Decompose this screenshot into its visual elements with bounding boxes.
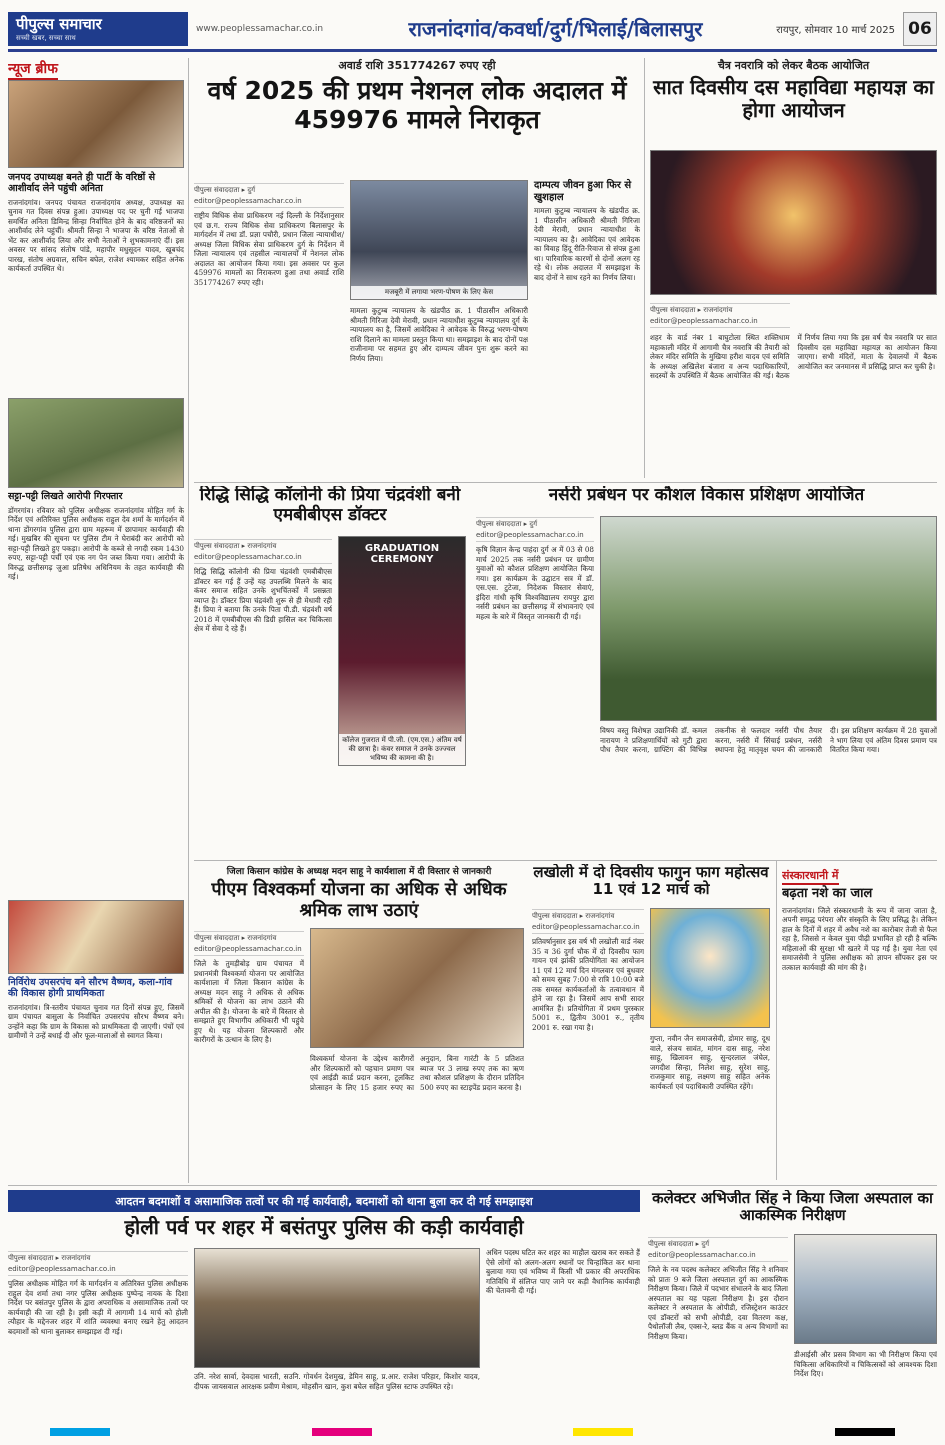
nursery-headline[interactable]: नर्सरी प्रबंधन पर कौशल विकास प्रशिक्षण आयोजित [548, 486, 865, 505]
vishwakarma-kicker: जिला किसान कांग्रेस के अध्यक्ष मदन साहू ने कार्यशाला में दी विस्तार से जानकारी [226, 867, 492, 877]
marriage-body: मामला कुटुम्ब न्यायालय के खंडपीठ क्र. 1 पीठासीन अधिकारी श्रीमती गिरिजा देवी मेरावी, प्रधान न्यायाधीश के न्यायालय का है। आवेदिका एवं आवेदक का विवाह हिंदू रीति-रिवाज से संपन्न हुआ था। पारिवारिक कारणों से दोनों अलग रह रहे थे। लोक अदालत में समझाइश के बाद दोनों ने साथ रहने का निर्णय लिया। [534, 206, 640, 282]
edition-cities: राजनांदगांव/कवर्धा/दुर्ग/भिलाई/बिलासपुर [408, 17, 703, 41]
lok-adalat-headline[interactable]: वर्ष 2025 की प्रथम नेशनल लोक अदालत में 459976 मामले निराकृत [207, 76, 627, 134]
brand-logo[interactable] [8, 12, 188, 46]
column-divider [644, 58, 645, 478]
navratri-kicker: चैत्र नवरात्रि को लेकर बैठक आयोजित [717, 59, 870, 72]
nursery-byline [476, 517, 594, 542]
brief-body-3: राजनांदगांव। त्रि-स्तरीय पंचायत चुनाव गत दिनों संपन्न हुए, जिसमें ग्राम पंचायत बासुला के निर्वाचित उपसरपंच सौरभ वैष्णव बने। उन्होंने कहा कि ग्राम के विकास को प्राथमिकता दी जाएगी। पंचों एवं ग्रामीणों ने उन्हें बधाई दी और फूल-मालाओं से स्वागत किया। [8, 1002, 184, 1041]
byline-email[interactable]: editor@peoplessamachar.co.in [194, 944, 302, 953]
collector-byline [648, 1237, 788, 1262]
brief-photo-1 [8, 80, 184, 168]
collector-headline[interactable]: कलेक्टर अभिजीत सिंह ने किया जिला अस्पताल का आकस्मिक निरीक्षण [652, 1190, 933, 1225]
page-number: 06 [903, 12, 937, 46]
priya-photo [338, 536, 466, 766]
collector-photo-caption: डीआईसी और प्रसव विभाग का भी निरीक्षण किया एवं चिकित्सा अधिकारियों व चिकित्सकों को आवश्यक दिशा निर्देश दिए। [794, 1350, 937, 1378]
byline-email[interactable]: editor@peoplessamachar.co.in [476, 530, 584, 539]
nursery-photo [600, 516, 937, 721]
section-divider [8, 1185, 937, 1186]
holi-banner: आदतन बदमाशों व असामाजिक तत्वों पर की गई कार्यवाही, बदमाशों को थाना बुला कर दी गई समझाइश [8, 1190, 640, 1212]
brief-photo-2 [8, 398, 184, 488]
byline-reporter: पीपुल्स संवाददाता ▸ राजनांदगांव [650, 306, 733, 314]
lok-adalat-body: राष्ट्रीय विधिक सेवा प्राधिकरण नई दिल्ली के निर्देशानुसार एवं छ.ग. राज्य विधिक सेवा प्राधिकरण बिलासपुर के मार्गदर्शन में तथा डॉ. प्रज्ञा पचौरी, प्रधान जिला न्यायाधीश/अध्यक्ष जिला विधिक सेवा प्राधिकरण दुर्ग के निर्देशन में जिला न्यायालय एवं तहसील न्यायालयों में नेशनल लोक अदालत का आयोजन किया गया। इस अवसर पर कुल 459976 मामलों का निराकरण हुआ तथा अवार्ड राशि 351774267 रुपए रही। [194, 211, 344, 287]
nasha-headline[interactable]: बढ़ता नशे का जाल [782, 886, 873, 901]
brand-name: पीपुल्स समाचार [16, 15, 102, 33]
collector-body: जिले के नव पदस्थ कलेक्टर अभिजीत सिंह ने शनिवार को प्रातः 9 बजे जिला अस्पताल दुर्ग का आकस्मिक निरीक्षण किया। जिले में पदभार संभालने के बाद जिला अस्पताल का यह पहला निरीक्षण है। इस दौरान कलेक्टर ने अस्पताल के ओपीडी, रजिस्ट्रेशन काउंटर एवं डॉक्टरों को सभी ओपीडी, दवा वितरण कक्ष, पैथोलॉजी लैब, एक्स-रे, ब्लड बैंक व अन्य विभागों का निरीक्षण किया। [648, 1265, 788, 1341]
news-brief-tag: न्यूज ब्रीफ [8, 59, 58, 80]
holi-photo-caption: उनि. नरेश सार्वा, देवदास भारती, सउनि. गोवर्धन देशमुख, डेमिन साहू, प्र.आर. राजेश परिहार, किशोर यादव, दीपक जायसवाल आरक्षक प्रवीण मेश्राम, मोहसीन खान, कुश बघेल सहित पुलिस स्टाफ उपस्थित रहे। [194, 1372, 480, 1391]
byline-reporter: पीपुल्स संवाददाता ▸ राजनांदगांव [194, 542, 277, 550]
byline-email[interactable]: editor@peoplessamachar.co.in [650, 316, 758, 325]
lok-adalat-kicker: अवार्ड राशि 351774267 रुपए रही [338, 59, 496, 72]
lok-adalat-byline [194, 183, 344, 208]
black-mark [835, 1428, 895, 1436]
cyan-mark [50, 1428, 110, 1436]
section-divider [194, 860, 937, 861]
byline-reporter: पीपुल्स संवाददाता ▸ दुर्ग [476, 520, 538, 528]
byline-reporter: पीपुल्स संवाददाता ▸ राजनांदगांव [532, 912, 615, 920]
vishwakarma-body: जिले के तुमड़ीबोड़ ग्राम पंचायत में प्रधानमंत्री विश्वकर्मा योजना पर आयोजित कार्यशाला में जिला किसान कांग्रेस के अध्यक्ष मदन साहू ने अधिक से अधिक श्रमिकों से योजना का लाभ उठाने की अपील की है। योजना के बारे में विस्तार से समझाते हुए विभागीय अधिकारी भी पहुंचे हुए थे। यह योजना शिल्पकारों और कारीगरों के उत्थान के लिए है। [194, 959, 304, 1044]
lok-adalat-body-2: मामला कुटुम्ब न्यायालय के खंडपीठ क्र. 1 पीठासीन अधिकारी श्रीमती गिरिजा देवी मेरावी, प्रधान न्यायाधीश कुटुम्ब न्यायालय दुर्ग के न्यायालय का है, जिसमें आवेदिका ने आवेदक के विरुद्ध भरण-पोषण राशि दिलाने का मामला प्रस्तुत किया था। समझाइश के बाद दोनों पक्ष राजीनामा पर सहमत हुए और दाम्पत्य जीवन पुनः शुरू करने का निर्णय लिया। [350, 306, 528, 363]
byline-reporter: पीपुल्स संवाददाता ▸ दुर्ग [194, 186, 256, 194]
faag-body: प्रतिवर्षानुसार इस वर्ष भी लखोली वार्ड नंबर 35 व 36 दुर्गा चौक में दो दिवसीय फाग गायन एवं झांकी प्रतियोगिता का आयोजन 11 एवं 12 मार्च दिन मंगलवार एवं बुधवार को समय सुबह 7:00 से रात्रि 10:00 बजे तक समस्त कार्यकर्ताओं के तत्वावधान में होने जा रहा है। जिसमें आप सभी सादर आमंत्रित हैं। प्रतियोगिता में प्रथम पुरस्कार 5001 रु., द्वितीय 3001 रु., तृतीय 2001 रु. रखा गया है। [532, 937, 644, 1032]
nursery-body-2: विषय वस्तु विशेषज्ञ उद्यानिकी डॉ. कमल नारायण ने प्रशिक्षणार्थियों को गुटी द्वारा पौध तैयार करना, ग्राफ्टिंग की विभिन्न तकनीक से फलदार नर्सरी पौध तैयार करना, नर्सरी में सिंचाई प्रबंधन, नर्सरी स्थापना हेतु मातृवृक्ष चयन की जानकारी दी। इस प्रशिक्षण कार्यक्रम में 28 युवाओं ने भाग लिया एवं अंतिम दिवस प्रमाण पत्र वितरित किया गया। [600, 726, 937, 754]
holi-byline [8, 1251, 188, 1276]
vishwakarma-story [194, 864, 524, 1182]
lok-adalat-photo-caption: मजबूरी में लगाया भरण-पोषण के लिए केस [351, 286, 527, 299]
navratri-byline [650, 303, 790, 328]
byline-email[interactable]: editor@peoplessamachar.co.in [194, 552, 302, 561]
faag-body-2: गुप्ता, नवीन जैन समाजसेवी, डोमार साहू, दूध वाले, संजय सावंत, मांगन दास साहू, नरेश साहू, खिलावन साहू, सुन्दरलाल जंघेल, जगदीश सिन्हा, निलेश साहू, सुरेश साहू, राजकुमार साहू, लक्ष्मण साहू सहित अनेक कार्यकर्ता एवं पदाधिकारी उपस्थित रहेंगे। [650, 1034, 770, 1091]
navratri-body: शहर के वार्ड नंबर 1 बाघुटोला स्थित शक्तिधाम महाकाली मंदिर में आगामी चैत्र नवरात्रि की तैयारी को लेकर मंदिर समिति के मुखिया हरीश यादव एवं समिति के अध्यक्ष अखिलेश बंजारा व अन्य पदाधिकारियों, सदस्यों के उपस्थिति में बैठक आयोजित की गई। बैठक में निर्णय लिया गया कि इस वर्ष चैत्र नवरात्रि पर सात दिवसीय दस महाविद्या महायज्ञ का आयोजन किया जाएगा। सभी मंदिरों, माता के देवालयों में बैठक आयोजित कर जनमानस में प्रसिद्धि प्राप्त कर चुकी है। [650, 333, 937, 380]
brief-body-1: राजनांदगांव। जनपद पंचायत राजनांदगांव अध्यक्ष, उपाध्यक्ष का चुनाव गत दिवस संपन्न हुआ। उपाध्यक्ष पद पर चुनी गई भाजपा समर्थित अनिता डिमिन्द्र सिन्हा निर्वाचित होने के बाद वरिष्ठजनों का आशीर्वाद लेने पहुंचीं। श्रीमती सिन्हा ने भाजपा के वरिष्ठ नेताओं से भेंट कर आशीर्वाद लिया और सभी नेताओं ने शुभकामनाएं दीं। इस अवसर पर सांसद संतोष पांडे, महापौर मधुसूदन यादव, खूबचंद पारख, संतोष अग्रवाल, सचिन बघेल, राजेश श्यामकर सहित अनेक कार्यकर्ता उपस्थित थे। [8, 197, 184, 274]
marriage-subhead: दाम्पत्य जीवन हुआ फिर से खुशहाल [534, 180, 632, 203]
dateline: रायपुर, सोमवार 10 मार्च 2025 [776, 24, 895, 36]
faag-story [532, 864, 770, 1182]
byline-email[interactable]: editor@peoplessamachar.co.in [194, 196, 302, 205]
magenta-mark [312, 1428, 372, 1436]
priya-photo-caption: कॉलेज गुजरात में पी.जी. (एम.एस.) अंतिम वर्ष की छात्रा है। कंवर समाज ने उनके उज्ज्वल भविष्य की कामना की है। [339, 734, 465, 765]
brief-body-2: डोंगरगांव। रविवार को पुलिस अधीक्षक राजनांदगांव मोहित गर्ग के निर्देश एवं अतिरिक्त पुलिस अधीक्षक राहुल देव शर्मा के मार्गदर्शन में थाना डोंगरगांव पुलिस द्वारा ग्राम महरूम में छापामार कार्यवाही की गई। मुखबिर की सूचना पर पुलिस टीम ने घेराबंदी कर आरोपी को सट्टा-पट्टी लिखते हुए पकड़ा। आरोपी के कब्जे से नगदी रकम 1430 रुपए, सट्टा-पट्टी पर्ची एवं एक नग पेन जब्त किया गया। आरोपी के विरुद्ध छत्तीसगढ़ जुआ प्रतिषेध अधिनियम के तहत कार्यवाही की गई। [8, 505, 184, 582]
column-divider [776, 860, 777, 1180]
holi-headline[interactable]: होली पर्व पर शहर में बसंतपुर पुलिस की कड़ी कार्यवाही [124, 1216, 524, 1239]
faag-byline [532, 909, 644, 934]
collector-photo [794, 1234, 937, 1344]
byline-reporter: पीपुल्स संवाददाता ▸ राजनांदगांव [194, 934, 277, 942]
section-divider [194, 482, 937, 483]
vishwakarma-headline[interactable]: पीएम विश्वकर्मा योजना का अधिक से अधिक श्रमिक लाभ उठाएं [211, 879, 507, 921]
nasha-body: राजनांदगांव। जिले संस्कारधानी के रूप में जाना जाता है, अपनी समृद्ध परंपरा और संस्कृति के लिए प्रसिद्ध है। लेकिन हाल के दिनों में शहर में अवैध नशे का कारोबार तेजी से फैल रहा है, जिससे न केवल युवा पीढ़ी प्रभावित हो रही है बल्कि महिलाओं की सुरक्षा भी खतरे में पड़ गई है। युवा नेता एवं समाजसेवी ने पुलिस अधीक्षक को ज्ञापन सौंपकर इस पर तत्काल कार्यवाही की मांग की है। [782, 905, 937, 972]
priya-headline[interactable]: रिद्धि सिद्धि कॉलोनी की प्रिया चंद्रवंशी बनी एमबीबीएस डॉक्टर [199, 486, 461, 525]
brief-headline-1: जनपद उपाध्यक्ष बनते ही पार्टी के वरिष्ठों से आशीर्वाद लेने पहुंची अनिता [8, 172, 155, 194]
lok-adalat-photo [350, 180, 528, 300]
brief-headline-3: निर्विरोध उपसरपंच बने सौरभ वैष्णव, कला-गांव की विकास होगी प्राथमिकता [8, 977, 173, 999]
yellow-mark [573, 1428, 633, 1436]
navratri-headline[interactable]: सात दिवसीय दस महाविद्या महायज्ञ का होगा आयोजन [653, 75, 934, 122]
nasha-story [782, 864, 937, 1182]
priya-byline [194, 539, 332, 564]
nasha-tag: संस्कारधानी में [782, 868, 839, 885]
byline-email[interactable]: editor@peoplessamachar.co.in [8, 1264, 116, 1273]
print-registration-marks [0, 1428, 945, 1438]
vishwakarma-body-2: विश्वकर्मा योजना के उद्देश्य कारीगरों और शिल्पकारों को पहचान प्रमाण पत्र एवं आईडी कार्ड प्रदान करना, टूलकिट प्रोत्साहन के लिए 15 हजार रुपए का अनुदान, बिना गारंटी के 5 प्रतिशत ब्याज पर 3 लाख रुपए तक का ऋण तथा कौशल प्रशिक्षण के दौरान प्रतिदिन 500 रुपए का स्टाइपेंड प्रदान करना है। [310, 1054, 524, 1092]
navratri-story [650, 58, 937, 478]
byline-email[interactable]: editor@peoplessamachar.co.in [648, 1250, 756, 1259]
vishwakarma-byline [194, 931, 304, 956]
holi-story [8, 1216, 640, 1422]
graduation-banner: GRADUATION CEREMONY [364, 543, 440, 565]
byline-reporter: पीपुल्स संवाददाता ▸ दुर्ग [648, 1240, 710, 1248]
vishwakarma-photo [310, 928, 524, 1048]
brief-headline-2: सट्टा-पट्टी लिखते आरोपी गिरफ्तार [8, 491, 123, 502]
brand-tagline: सच्ची खबर, सच्चा साथ [16, 34, 76, 42]
holi-photo [194, 1248, 480, 1368]
collector-story [648, 1190, 937, 1422]
brief-photo-3 [8, 900, 184, 974]
column-divider [188, 58, 189, 1183]
nursery-body: कृषि विज्ञान केन्द्र पाहंदा दुर्ग अ में 03 से 08 मार्च 2025 तक नर्सरी प्रबंधन पर ग्रामीण युवाओं को कौशल प्रशिक्षण आयोजित किया गया। इस कार्यक्रम के उद्घाटन सत्र में डॉ. एस.एस. टुटेजा, निदेशक विस्तार सेवाएं, इंदिरा गांधी कृषि विश्वविद्यालय रायपुर द्वारा नर्सरी प्रबंधन का छत्तीसगढ़ में संभावनाएं एवं महत्व के बारे में विस्तृत जानकारी दी गई। [476, 545, 594, 621]
faag-headline[interactable]: लखोली में दो दिवसीय फागुन फाग महोत्सव 11 एवं 12 मार्च को [533, 864, 769, 899]
lok-adalat-story [194, 58, 640, 478]
holi-body-2: अधिन पदस्थ घटित कर शहर का माहौल खराब कर सकते हैं ऐसे लोगों को अलग-अलग स्थानों पर चिन्हांकित कर थाना बुलाया गया एवं भविष्य में किसी भी प्रकार की अपराधिक गतिविधि में संलिप्त पाए जाने पर कड़ी वैधानिक कार्यवाही की चेतावनी दी गई। [486, 1248, 640, 1295]
masthead [8, 8, 937, 52]
byline-email[interactable]: editor@peoplessamachar.co.in [532, 922, 640, 931]
priya-story [194, 486, 466, 856]
navratri-photo [650, 150, 937, 295]
priya-body: रिद्धि सिद्धि कॉलोनी की प्रिया चंद्रवंशी एमबीबीएस डॉक्टर बन गई हैं उन्हें यह उपलब्धि मिलने के बाद कंवर समाज सहित उनके शुभचिंतकों में प्रसन्नता व्याप्त है। डॉक्टर प्रिया चंद्रवंशी शुरू से ही मेधावी रही हैं। प्रिया ने बताया कि उनके पिता पी.डी. चंद्रवंशी वर्ष 2018 में एमबीबीएस की डिग्री हासिल कर चिकित्सा क्षेत्र में सेवा दे रहे हैं। [194, 567, 332, 633]
krishna-illustration [650, 908, 770, 1028]
holi-body: पुलिस अधीक्षक मोहित गर्ग के मार्गदर्शन व अतिरिक्त पुलिस अधीक्षक राहुल देव शर्मा तथा नगर पुलिस अधीक्षक पुष्पेन्द्र नायक के दिशा निर्देश पर बसंतपुर पुलिस के द्वारा अपराधिक व असामाजिक तत्वों पर कार्यवाही की जा रही है। इसी कड़ी में आगामी 14 मार्च को होली त्यौहार के मद्देनजर शहर में शांति व्यवस्था बनाए रखने हेतु आदतन बदमाशों को थाना बुलाकर समझाइश दी गई। [8, 1279, 188, 1336]
nursery-story [476, 486, 937, 856]
byline-reporter: पीपुल्स संवाददाता ▸ राजनांदगांव [8, 1254, 91, 1262]
website-url[interactable]: www.peoplessamachar.co.in [196, 23, 324, 34]
news-brief-column [8, 58, 184, 1183]
